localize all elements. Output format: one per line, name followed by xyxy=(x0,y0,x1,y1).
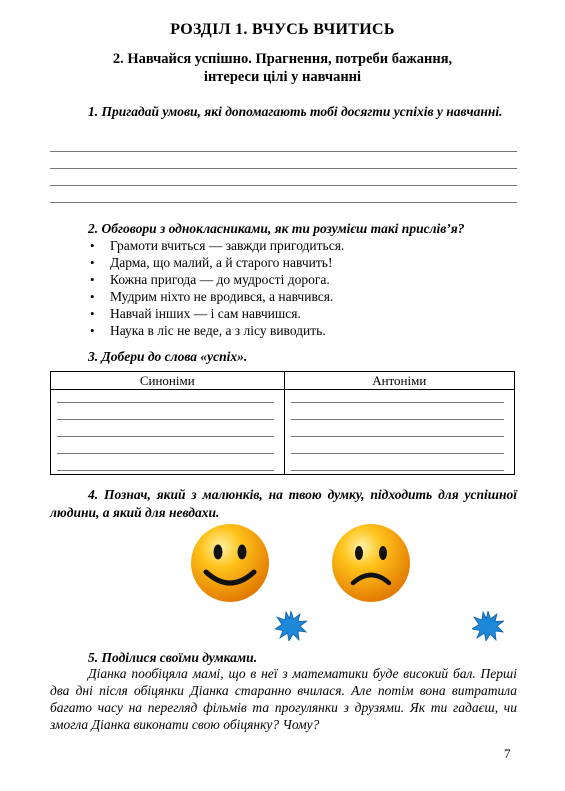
proverb-item: • Грамоти вчиться — завжди пригодиться. xyxy=(90,237,344,254)
antonyms-header: Антоніми xyxy=(284,372,514,390)
answer-line[interactable] xyxy=(50,151,517,152)
proverb-item: • Наука в ліс не веде, а з лісу виводить. xyxy=(90,322,344,339)
answer-line[interactable] xyxy=(50,202,517,203)
answer-line[interactable] xyxy=(50,185,517,186)
task-1-prompt: 1. Пригадай умови, які допомагають тобі досягти успіхів у навчанні. xyxy=(88,104,503,119)
task-2-prompt: 2. Обговори з однокласниками, як ти розумієш такі прислів’я? xyxy=(88,221,465,236)
answer-line[interactable] xyxy=(291,419,504,420)
answer-line[interactable] xyxy=(291,436,504,437)
proverb-item: • Навчай інших — і сам навчишся. xyxy=(90,305,344,322)
answer-line[interactable] xyxy=(57,436,274,437)
answer-line[interactable] xyxy=(57,453,274,454)
smiley-happy-icon[interactable] xyxy=(189,522,271,604)
smiley-sad-icon[interactable] xyxy=(330,522,412,604)
answer-line[interactable] xyxy=(57,419,274,420)
proverb-item: • Мудрим ніхто не вродився, а навчився. xyxy=(90,288,344,305)
task-4-prompt: 4. Познач, який з малюнків, на твою думку, підходить для успішної людини, а який для невдахи. xyxy=(50,487,517,520)
section-title-line-1: 2. Навчайся успішно. Прагнення, потреби бажання, xyxy=(112,51,453,67)
answer-line[interactable] xyxy=(50,168,517,169)
synonyms-cell[interactable] xyxy=(51,390,285,475)
answer-line[interactable] xyxy=(57,470,274,471)
synonyms-header: Синоніми xyxy=(51,372,285,390)
task-3-prompt: 3. Добери до слова «успіх». xyxy=(88,349,248,364)
answer-line[interactable] xyxy=(291,402,504,403)
answer-line[interactable] xyxy=(291,453,504,454)
proverb-list xyxy=(90,237,344,339)
answer-line[interactable] xyxy=(57,402,274,403)
task-5-prompt: 5. Поділися своїми думками. xyxy=(88,650,258,665)
star-burst-icon[interactable] xyxy=(275,611,307,641)
star-burst-icon[interactable] xyxy=(472,611,504,641)
proverb-item: • Дарма, що малий, а й старого навчить! xyxy=(90,254,344,271)
answer-line[interactable] xyxy=(291,470,504,471)
section-title xyxy=(60,50,505,86)
chapter-title: РОЗДІЛ 1. ВЧУСЬ ВЧИТИСЬ xyxy=(170,21,395,38)
proverb-item: • Кожна пригода — до мудрості дорога. xyxy=(90,271,344,288)
task-5-story: Діанка пообіцяла мамі, що в неї з математики буде високий бал. Перші два дні після обіцянки Діанка старанно вчилася. Але потім вона витратила багато часу на перегляд фільмів та прогулянки з друзями. Як ти гадаєш, чи змогла Діанка виконати свою обіцянку? Чому? xyxy=(50,666,517,732)
synonyms-antonyms-table xyxy=(50,371,515,475)
page-number: 7 xyxy=(504,746,511,761)
antonyms-cell[interactable] xyxy=(284,390,514,475)
section-title-line-2: інтереси цілі у навчанні xyxy=(203,69,362,85)
